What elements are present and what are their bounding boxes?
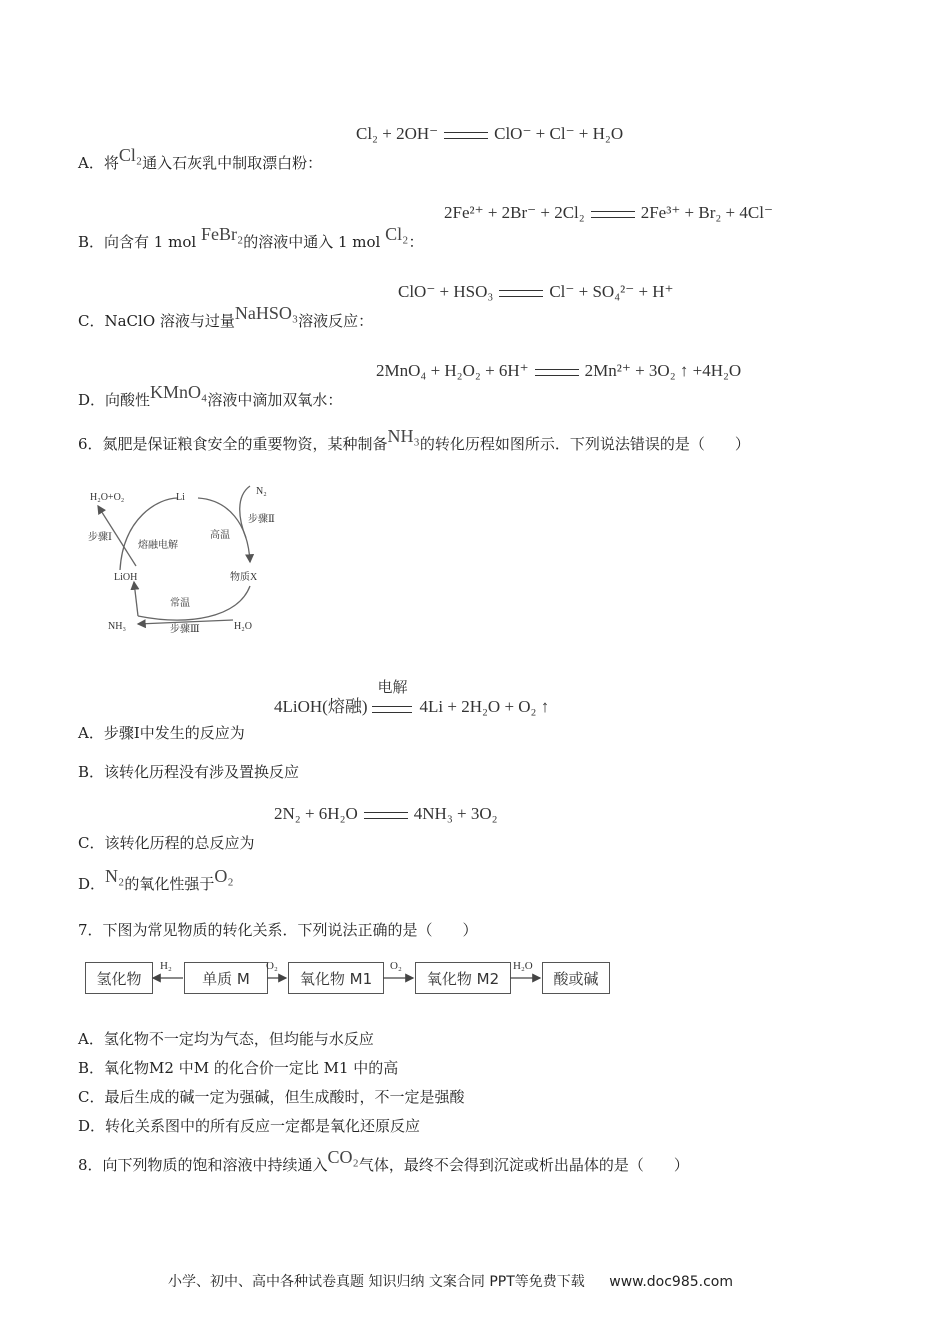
option-5a: A．将Cl₂通入石灰乳中制取漂白粉： bbox=[78, 145, 323, 172]
label-li: Li bbox=[176, 492, 185, 503]
equation-6c: 2N₂ + 6H₂O 4NH₃ + 3O₂ bbox=[274, 804, 498, 823]
option-5d: D．向酸性KMnO₄溶液中滴加双氧水： bbox=[78, 382, 343, 409]
n2-inlet bbox=[240, 486, 250, 538]
label-step2: 步骤Ⅱ bbox=[248, 514, 275, 525]
flow-box-acid-base: 酸或碱 bbox=[542, 962, 610, 994]
label-h2o: H₂O bbox=[234, 621, 252, 632]
flow-label-o2-1: O₂ bbox=[266, 960, 278, 972]
label-melt-electrolysis: 熔融电解 bbox=[138, 540, 178, 551]
option-5c: C．NaClO 溶液与过量NaHSO₃溶液反应： bbox=[78, 303, 374, 330]
label-lioh: LiOH bbox=[114, 572, 138, 583]
flow-label-o2-2: O₂ bbox=[390, 960, 402, 972]
footer bbox=[168, 1271, 733, 1291]
option-7d: D．转化关系图中的所有反应一定都是氧化还原反应 bbox=[78, 1117, 421, 1135]
equation-6a: 4LiOH(熔融) 电解 4Li + 2H₂O + O₂ ↑ bbox=[274, 680, 550, 716]
equation-c: ClO⁻ + HSO₃ Cl⁻ + SO₄²⁻ + H⁺ bbox=[398, 282, 674, 301]
flow-box-hydride: 氢化物 bbox=[85, 962, 153, 994]
flow-label-h2o: H₂O bbox=[513, 960, 533, 972]
option-6d: D．N₂的氧化性强于O₂ bbox=[78, 866, 234, 893]
option-5b: B．向含有 1 mol FeBr₂的溶液中通入 1 mol Cl₂： bbox=[78, 224, 424, 251]
label-room-temp: 常温 bbox=[170, 598, 190, 609]
flow-label-h2: H₂ bbox=[160, 960, 172, 972]
flow-arrows bbox=[150, 958, 550, 998]
equation-b: 2Fe²⁺ + 2Br⁻ + 2Cl₂ 2Fe³⁺ + Br₂ + 4Cl⁻ bbox=[444, 203, 773, 222]
equation-d: 2MnO₄ + H₂O₂ + 6H⁺ 2Mn²⁺ + 3O₂ ↑ +4H₂O bbox=[376, 361, 742, 380]
flow-box-oxide-m1: 氧化物 M1 bbox=[288, 962, 384, 994]
question-6-stem: 6．氮肥是保证粮食安全的重要物资，某种制备NH₃的转化历程如图所示．下列说法错误的是（ ） bbox=[78, 426, 750, 453]
option-6c: C．该转化历程的总反应为 bbox=[78, 834, 255, 852]
label-h2o-o2: H₂O+O₂ bbox=[90, 492, 125, 503]
step3-arc bbox=[138, 586, 250, 620]
footer-text: 小学、初中、高中各种试卷真题 知识归纳 文案合同 PPT等免费下载 bbox=[168, 1274, 585, 1290]
question-8-stem: 8．向下列物质的饱和溶液中持续通入CO₂气体，最终不会得到沉淀或析出晶体的是（ ） bbox=[78, 1147, 689, 1174]
label-nh3: NH₃ bbox=[108, 621, 126, 632]
step3-to-lioh bbox=[134, 582, 138, 616]
option-7b: B．氧化物M2 中M 的化合价一定比 M1 中的高 bbox=[78, 1059, 399, 1077]
label-n2: N₂ bbox=[256, 486, 267, 497]
label-step1: 步骤Ⅰ bbox=[88, 532, 112, 543]
equation-a: Cl₂ + 2OH⁻ ClO⁻ + Cl⁻ + H₂O bbox=[356, 124, 624, 143]
option-6a: A．步骤Ⅰ中发生的反应为 bbox=[78, 724, 245, 742]
option-7a: A．氢化物不一定均为气态，但均能与水反应 bbox=[78, 1030, 374, 1048]
option-6b: B．该转化历程没有涉及置换反应 bbox=[78, 763, 300, 781]
conversion-cycle-diagram bbox=[78, 478, 278, 638]
label-substance-x: 物质X bbox=[230, 572, 258, 583]
footer-site-link[interactable]: www.doc985.com bbox=[609, 1274, 733, 1290]
label-step3: 步骤Ⅲ bbox=[170, 624, 200, 635]
question-7-stem: 7．下图为常见物质的转化关系．下列说法正确的是（ ） bbox=[78, 921, 478, 939]
flow-box-element-m: 单质 M bbox=[184, 962, 268, 994]
step1-arc bbox=[120, 498, 178, 570]
flow-box-oxide-m2: 氧化物 M2 bbox=[415, 962, 511, 994]
option-7c: C．最后生成的碱一定为强碱，但生成酸时，不一定是强酸 bbox=[78, 1088, 465, 1106]
label-high-temp: 高温 bbox=[210, 530, 230, 541]
